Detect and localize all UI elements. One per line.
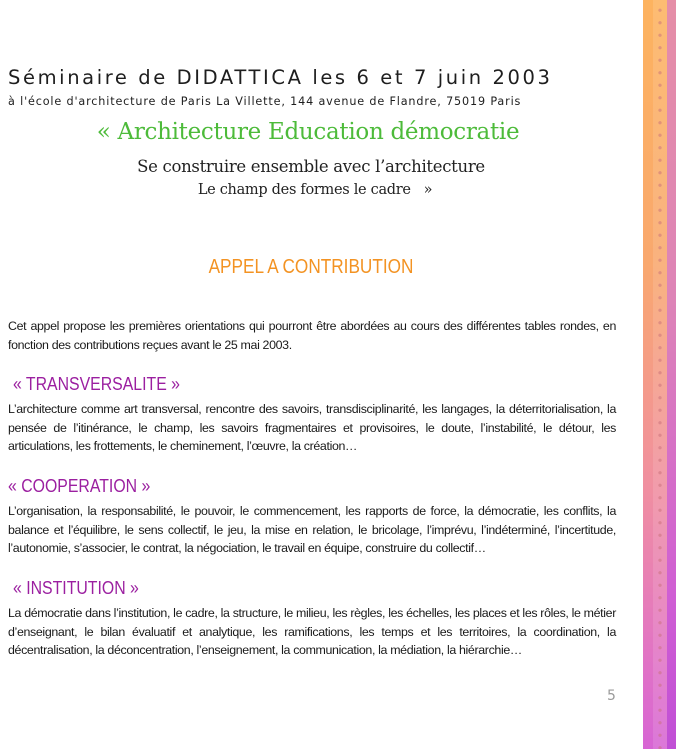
section-heading-transversalite: « TRANSVERSALITE »: [13, 374, 180, 394]
seminar-title: Séminaire de DIDATTICA les 6 et 7 juin 2003: [8, 66, 553, 89]
section-heading-cooperation: « COOPERATION »: [8, 476, 151, 496]
call-for-contribution-title: APPEL A CONTRIBUTION: [208, 256, 414, 278]
theme-title: « Architecture Education démocratie: [96, 119, 520, 145]
strip-right-band: [667, 0, 676, 749]
seminar-location: à l'école d'architecture de Paris La Villette, 144 avenue de Flandre, 75019 Paris: [8, 95, 522, 108]
section-text-transversalite: L’architecture comme art transversal, rencontre des savoirs, transdisciplinarité, les langages, la déterritorialisation, la pensée de l’itinérance, le champ, les savoirs fragmentaires et provisoires, le doute, l’instabilité, le détour, les articulations, les frottements, le cheminement, l’œuvre, la création…: [8, 402, 616, 453]
decorative-side-strip: [643, 0, 676, 749]
section-heading-institution: « INSTITUTION »: [13, 578, 139, 598]
strip-dots-pattern: [654, 0, 666, 749]
intro-paragraph: Cet appel propose les premières orientations qui pourront être abordées au cours des différentes tables rondes, en fonction des contributions reçues avant le 25 mai 2003.: [8, 319, 616, 352]
section-text-institution: La démocratie dans l’institution, le cadre, la structure, le milieu, les règles, les échelles, les places et les rôles, le métier d’enseignant, le bilan évaluatif et analytique, les ramifications, les temps et les territoires, la coordination, la décentralisation, la déconcentration, l’enseignement, la communication, la médiation, la hiérarchie…: [8, 606, 616, 657]
theme-subtitle-2: Le champ des formes le cadre »: [197, 182, 433, 198]
theme-subtitle-1: Se construire ensemble avec l’architecture: [137, 157, 485, 176]
page-number: 5: [607, 688, 616, 704]
section-text-cooperation: L’organisation, la responsabilité, le pouvoir, le commencement, les rapports de force, la démocratie, les conflits, la balance et l’équilibre, le sens collectif, le jeu, la mise en relation, le bricolage, l’imprévu, l’indéterminé, l’incertitude, l’autonomie, s’associer, le contrat, la négociation, le travail en équipe, construire du collectif…: [8, 504, 616, 555]
